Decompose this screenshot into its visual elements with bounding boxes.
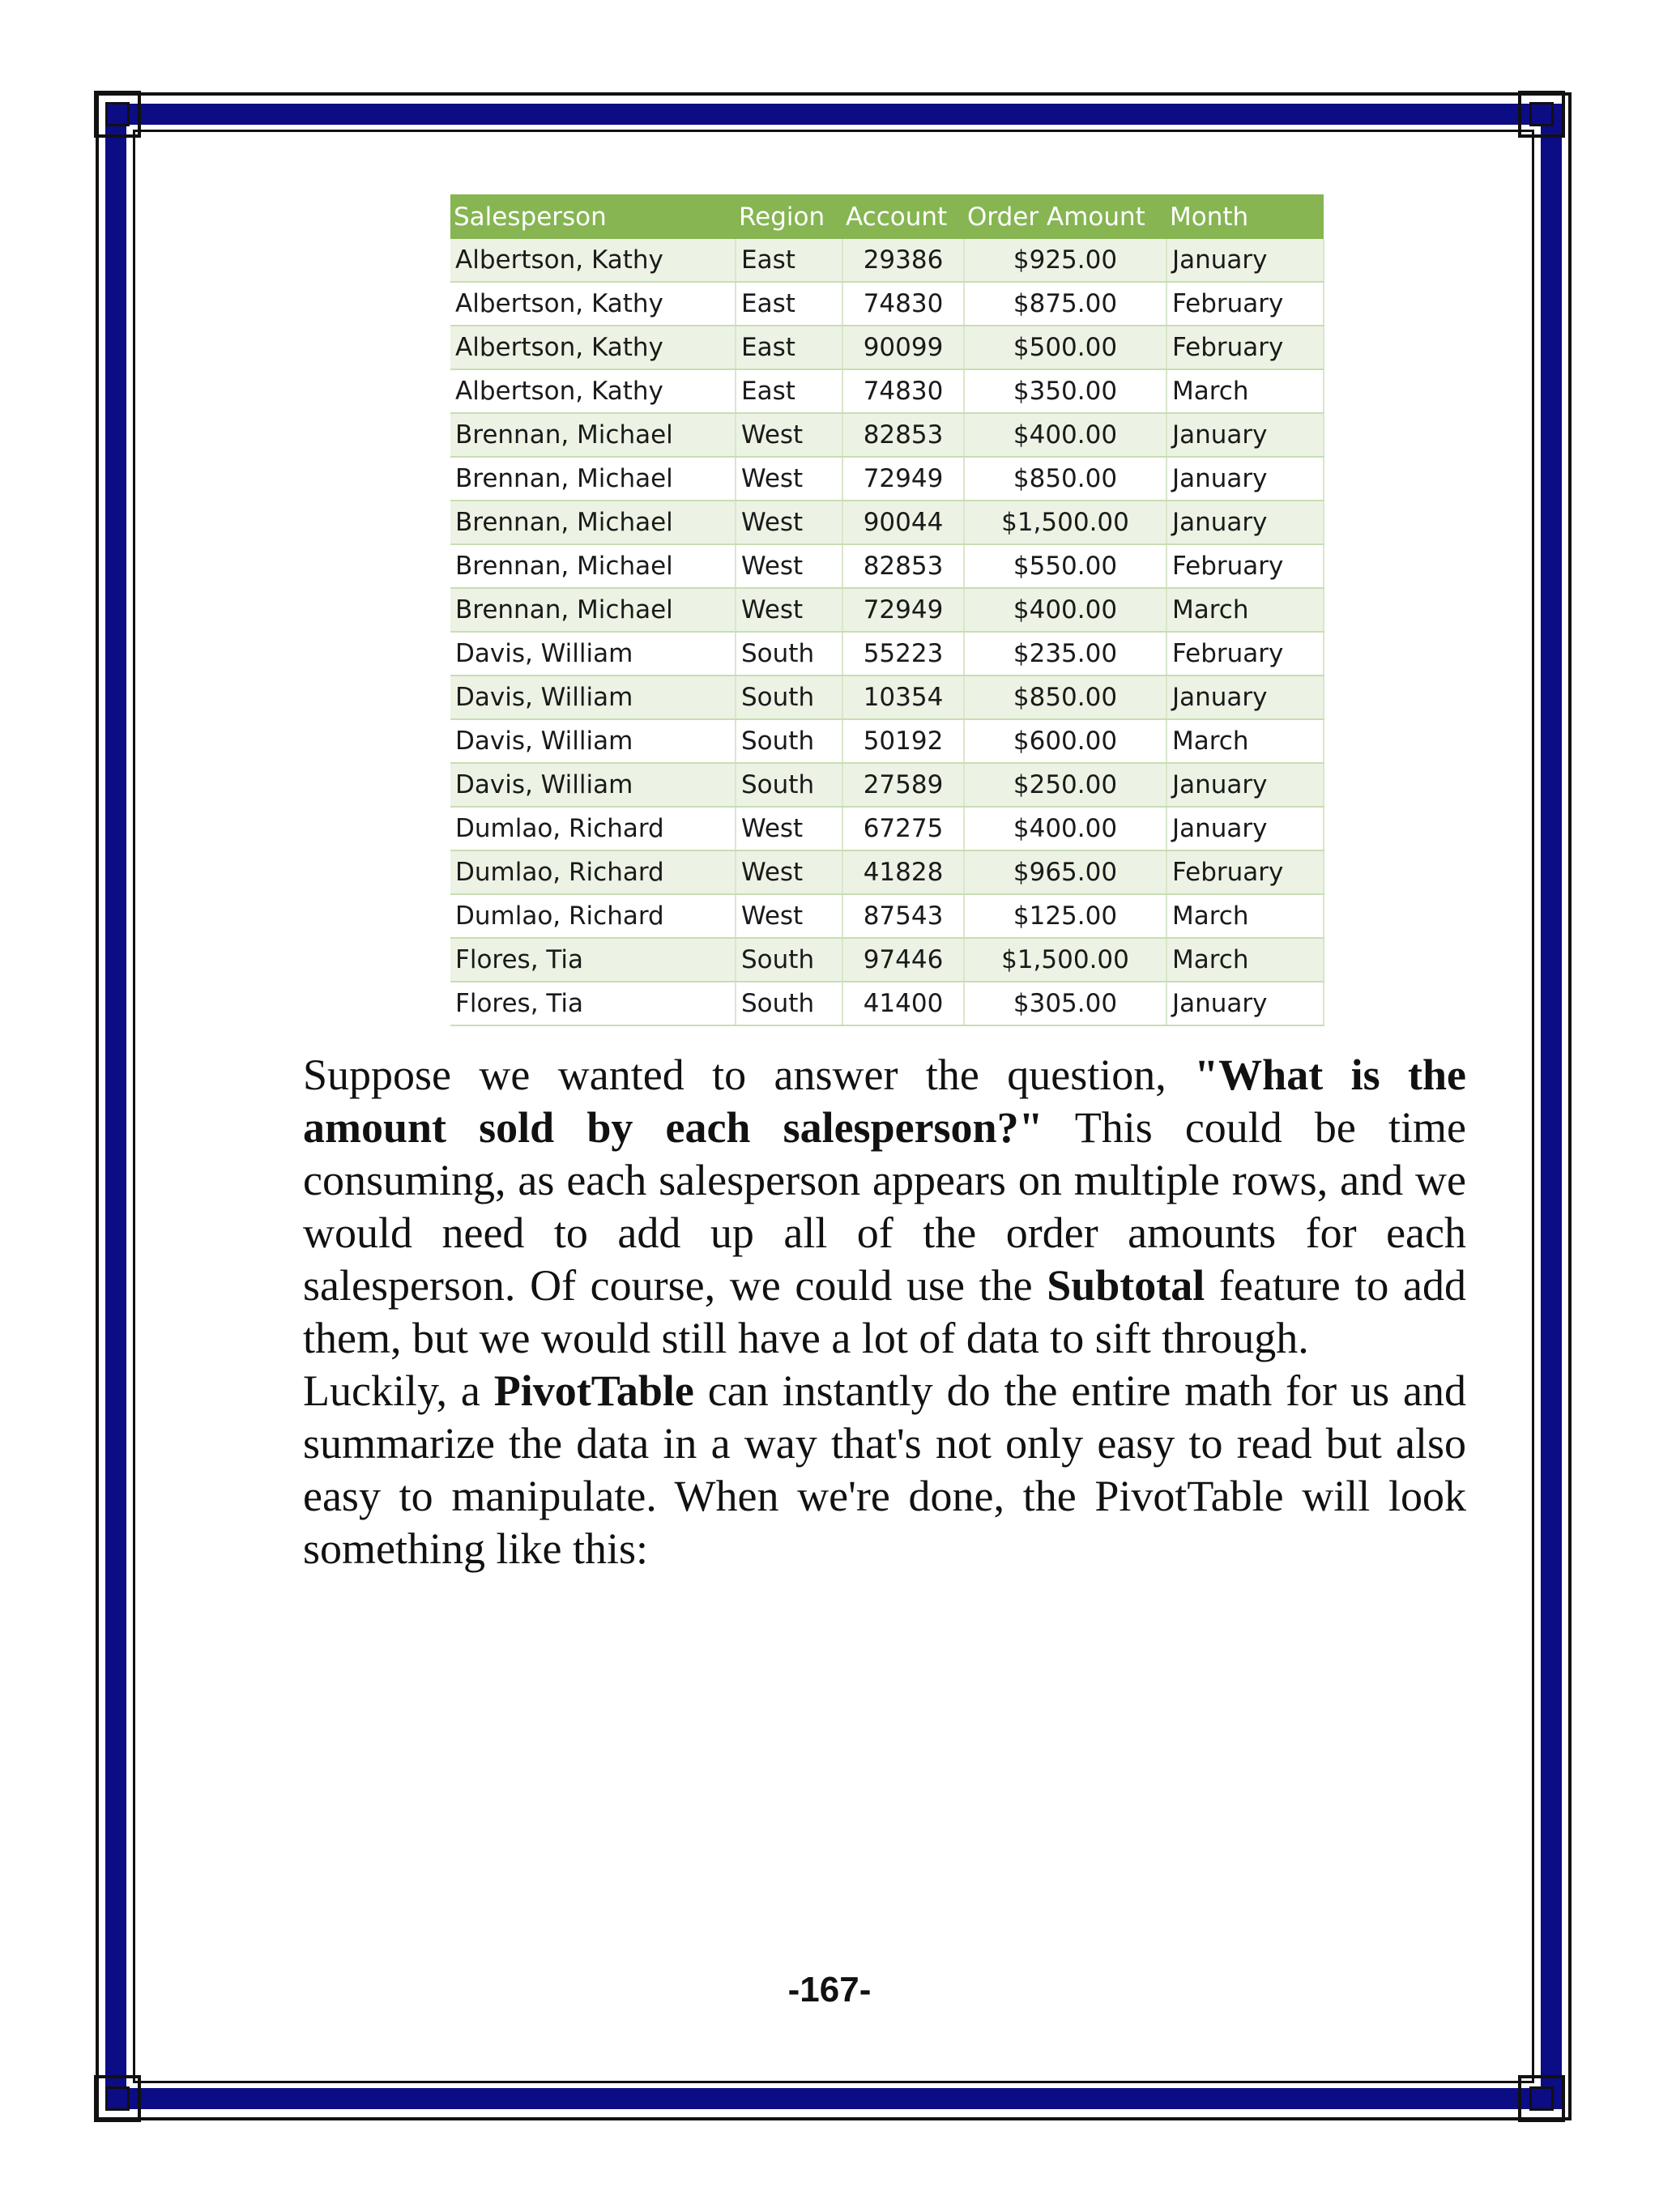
- cell-account: 41828: [842, 850, 964, 894]
- text-run: Luckily, a: [303, 1366, 494, 1415]
- body-text: [303, 1049, 1466, 1575]
- cell-order-amount: $1,500.00: [964, 501, 1166, 544]
- cell-region: South: [736, 938, 842, 982]
- cell-account: 72949: [842, 588, 964, 632]
- bold-text: PivotTable: [493, 1366, 694, 1415]
- cell-order-amount: $235.00: [964, 632, 1166, 676]
- header-account: Account: [842, 194, 964, 239]
- table-row: [450, 588, 1324, 632]
- cell-account: 97446: [842, 938, 964, 982]
- cell-region: East: [736, 282, 842, 326]
- cell-salesperson: Dumlao, Richard: [450, 894, 736, 938]
- cell-order-amount: $875.00: [964, 282, 1166, 326]
- table-row: [450, 457, 1324, 501]
- table-row: [450, 850, 1324, 894]
- cell-order-amount: $305.00: [964, 982, 1166, 1025]
- cell-order-amount: $850.00: [964, 676, 1166, 719]
- cell-salesperson: Albertson, Kathy: [450, 369, 736, 413]
- corner-ornament-top-right: [1518, 91, 1565, 138]
- cell-month: March: [1166, 719, 1324, 763]
- cell-order-amount: $400.00: [964, 413, 1166, 457]
- paragraph-2: [303, 1365, 1466, 1575]
- cell-account: 27589: [842, 763, 964, 807]
- cell-region: South: [736, 763, 842, 807]
- spreadsheet-screenshot: [450, 194, 1324, 1018]
- cell-month: February: [1166, 282, 1324, 326]
- cell-order-amount: $500.00: [964, 326, 1166, 369]
- cell-region: West: [736, 588, 842, 632]
- header-month: Month: [1166, 194, 1324, 239]
- sales-data-table: [450, 194, 1324, 1026]
- cell-salesperson: Dumlao, Richard: [450, 850, 736, 894]
- cell-account: 90099: [842, 326, 964, 369]
- cell-account: 74830: [842, 369, 964, 413]
- cell-month: March: [1166, 894, 1324, 938]
- corner-ornament-top-left: [94, 91, 141, 138]
- cell-region: East: [736, 239, 842, 282]
- cell-account: 72949: [842, 457, 964, 501]
- cell-salesperson: Brennan, Michael: [450, 544, 736, 588]
- cell-month: January: [1166, 239, 1324, 282]
- cell-region: West: [736, 850, 842, 894]
- table-row: [450, 894, 1324, 938]
- cell-month: January: [1166, 676, 1324, 719]
- paragraph-1: [303, 1049, 1466, 1365]
- table-row: [450, 938, 1324, 982]
- cell-month: March: [1166, 938, 1324, 982]
- cell-account: 50192: [842, 719, 964, 763]
- table-row: [450, 282, 1324, 326]
- cell-region: West: [736, 544, 842, 588]
- cell-salesperson: Albertson, Kathy: [450, 326, 736, 369]
- header-salesperson: Salesperson: [450, 194, 736, 239]
- cell-order-amount: $1,500.00: [964, 938, 1166, 982]
- table-row: [450, 982, 1324, 1025]
- text-run: This could be time consuming, as each salesperson appears on multiple rows, and we would need to add up all of the order amounts for each salesperson. Of course, we could use the: [303, 1103, 1466, 1310]
- cell-order-amount: $400.00: [964, 588, 1166, 632]
- cell-month: January: [1166, 982, 1324, 1025]
- cell-month: February: [1166, 632, 1324, 676]
- cell-salesperson: Brennan, Michael: [450, 457, 736, 501]
- cell-region: East: [736, 326, 842, 369]
- cell-account: 55223: [842, 632, 964, 676]
- cell-order-amount: $550.00: [964, 544, 1166, 588]
- cell-salesperson: Flores, Tia: [450, 982, 736, 1025]
- cell-salesperson: Albertson, Kathy: [450, 282, 736, 326]
- cell-salesperson: Brennan, Michael: [450, 588, 736, 632]
- table-row: [450, 763, 1324, 807]
- cell-order-amount: $400.00: [964, 807, 1166, 850]
- cell-order-amount: $250.00: [964, 763, 1166, 807]
- cell-month: January: [1166, 501, 1324, 544]
- cell-account: 41400: [842, 982, 964, 1025]
- table-row: [450, 501, 1324, 544]
- table-row: [450, 807, 1324, 850]
- corner-ornament-bottom-left: [94, 2075, 141, 2122]
- text-run: can instantly do the entire math for us and summarize the data in a way that's not only easy to read but also easy to manipulate. When we're done, the PivotTable will look something like this:: [303, 1366, 1467, 1573]
- table-row: [450, 544, 1324, 588]
- table-row: [450, 719, 1324, 763]
- cell-salesperson: Davis, William: [450, 763, 736, 807]
- cell-region: South: [736, 719, 842, 763]
- cell-account: 10354: [842, 676, 964, 719]
- table-row: [450, 369, 1324, 413]
- cell-order-amount: $350.00: [964, 369, 1166, 413]
- cell-salesperson: Brennan, Michael: [450, 413, 736, 457]
- cell-region: West: [736, 457, 842, 501]
- text-run: feature to add them, but we would still have a lot of data to sift through.: [303, 1261, 1467, 1362]
- cell-month: January: [1166, 763, 1324, 807]
- cell-salesperson: Albertson, Kathy: [450, 239, 736, 282]
- cell-region: West: [736, 894, 842, 938]
- bold-text: Subtotal: [1047, 1261, 1205, 1310]
- corner-ornament-bottom-right: [1518, 2075, 1565, 2122]
- cell-order-amount: $125.00: [964, 894, 1166, 938]
- cell-month: February: [1166, 850, 1324, 894]
- cell-order-amount: $965.00: [964, 850, 1166, 894]
- cell-salesperson: Davis, William: [450, 719, 736, 763]
- cell-salesperson: Davis, William: [450, 632, 736, 676]
- header-region: Region: [736, 194, 842, 239]
- cell-account: 90044: [842, 501, 964, 544]
- table-header-row: [450, 194, 1324, 239]
- cell-salesperson: Brennan, Michael: [450, 501, 736, 544]
- table-row: [450, 632, 1324, 676]
- cell-region: South: [736, 632, 842, 676]
- cell-month: February: [1166, 326, 1324, 369]
- cell-account: 82853: [842, 413, 964, 457]
- cell-month: January: [1166, 457, 1324, 501]
- cell-account: 74830: [842, 282, 964, 326]
- text-run: Suppose we wanted to answer the question,: [303, 1051, 1195, 1099]
- page-number: -167-: [787, 1970, 872, 2010]
- cell-account: 82853: [842, 544, 964, 588]
- cell-salesperson: Dumlao, Richard: [450, 807, 736, 850]
- cell-order-amount: $600.00: [964, 719, 1166, 763]
- header-order-amount: Order Amount: [964, 194, 1166, 239]
- cell-month: March: [1166, 369, 1324, 413]
- bold-text: "What is the amount sold by each salesperson?": [303, 1051, 1467, 1152]
- cell-region: West: [736, 501, 842, 544]
- table-row: [450, 676, 1324, 719]
- cell-region: West: [736, 807, 842, 850]
- table-row: [450, 239, 1324, 282]
- cell-account: 67275: [842, 807, 964, 850]
- cell-month: January: [1166, 807, 1324, 850]
- cell-order-amount: $850.00: [964, 457, 1166, 501]
- cell-region: East: [736, 369, 842, 413]
- cell-month: January: [1166, 413, 1324, 457]
- cell-month: February: [1166, 544, 1324, 588]
- table-row: [450, 413, 1324, 457]
- cell-salesperson: Flores, Tia: [450, 938, 736, 982]
- cell-order-amount: $925.00: [964, 239, 1166, 282]
- cell-region: West: [736, 413, 842, 457]
- cell-month: March: [1166, 588, 1324, 632]
- cell-salesperson: Davis, William: [450, 676, 736, 719]
- cell-account: 87543: [842, 894, 964, 938]
- cell-account: 29386: [842, 239, 964, 282]
- table-body: [450, 239, 1324, 1025]
- cell-region: South: [736, 676, 842, 719]
- cell-region: South: [736, 982, 842, 1025]
- table-row: [450, 326, 1324, 369]
